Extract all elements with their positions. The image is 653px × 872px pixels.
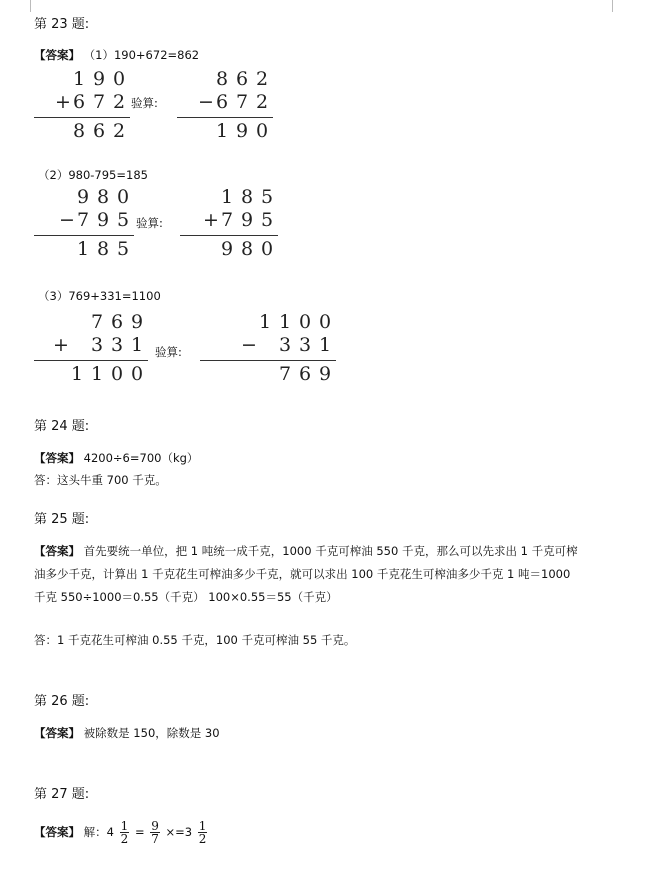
vertical-verify <box>200 311 336 389</box>
calc-row-top <box>34 68 130 90</box>
calc-digit: 0 <box>298 311 312 333</box>
calc-digit: 0 <box>130 363 144 385</box>
calc-digit: 1 <box>258 311 272 333</box>
calc-digit: 6 <box>235 68 249 90</box>
q27-prefix: 解：4 <box>83 825 114 839</box>
equals-sign: = <box>134 825 145 839</box>
calc-digit: 3 <box>278 334 292 356</box>
calc-digit: 1 <box>76 238 90 260</box>
q25-text-1: 首先要统一单位，把 1 吨统一成千克，1000 千克可榨油 550 千克，那么可以先求出 1 千克可榨 <box>83 544 578 558</box>
q26-answer: 被除数是 150，除数是 30 <box>83 726 220 740</box>
calc-digit: 1 <box>130 334 144 356</box>
calc-digit: 1 <box>90 363 104 385</box>
calc-digit: 3 <box>298 334 312 356</box>
calc-digit: 0 <box>260 238 274 260</box>
fraction-denominator: 7 <box>151 832 159 846</box>
q25-line2: 油多少千克，计算出 1 千克花生可榨油多少千克，就可以求出 100 千克花生可榨油多少千克 1 吨＝1000 <box>34 567 571 581</box>
q24-answer-line <box>34 450 198 466</box>
calc-digit: 5 <box>260 209 274 231</box>
answer-label: 【答案】 <box>34 825 80 839</box>
q25-line3: 千克 550÷1000＝0.55（千克） 100×0.55＝55（千克） <box>34 590 338 604</box>
calc-digit: 2 <box>255 68 269 90</box>
q23-answer-line <box>34 47 199 63</box>
calc-row-top <box>34 311 148 333</box>
calc-digit: 7 <box>90 311 104 333</box>
q24-answer: 4200÷6=700（kg） <box>83 451 199 465</box>
calc-digit: 3 <box>90 334 104 356</box>
calc-digit: 1 <box>215 120 229 142</box>
calc-row-res <box>177 120 273 142</box>
plus-sign: + <box>55 91 71 113</box>
calc-row-top <box>34 186 134 208</box>
calc-digit: 2 <box>112 120 126 142</box>
calc-digit: 2 <box>255 91 269 113</box>
calc-digit: 0 <box>318 311 332 333</box>
fraction-numerator: 1 <box>120 819 129 833</box>
calc-digit: 6 <box>298 363 312 385</box>
calc-row-mid <box>180 209 278 231</box>
answer-label: 【答案】 <box>34 48 80 62</box>
calc-digit: 9 <box>240 209 254 231</box>
calc-row-res <box>180 238 278 260</box>
calc-digit: 0 <box>110 363 124 385</box>
q24-heading: 第 24 题: <box>34 419 90 434</box>
calc-row-top <box>200 311 336 333</box>
calc-digit: 7 <box>278 363 292 385</box>
check-label: 验算: <box>136 216 163 230</box>
calc-rule-line <box>180 235 278 236</box>
vertical-calc <box>34 68 130 142</box>
q27-heading: 第 27 题: <box>34 787 90 802</box>
crop-mark-right <box>612 0 641 12</box>
fraction-denominator: 2 <box>198 832 207 846</box>
minus-sign: − <box>198 91 214 113</box>
calc-digit: 9 <box>76 186 90 208</box>
q23-heading: 第 23 题: <box>34 17 90 32</box>
calc-digit: 1 <box>278 311 292 333</box>
q25-heading: 第 25 题: <box>34 512 90 527</box>
q23-part2-label: （2）980-795=185 <box>38 168 148 182</box>
check-label: 验算: <box>131 96 158 110</box>
calc-row-mid <box>34 334 148 356</box>
calc-digit: 9 <box>235 120 249 142</box>
calc-digit: 8 <box>240 186 254 208</box>
minus-sign: − <box>59 209 75 231</box>
calc-digit: 6 <box>92 120 106 142</box>
q26-answer-line <box>34 725 220 741</box>
calc-digit: 9 <box>96 209 110 231</box>
fraction-numerator: 9 <box>151 819 159 833</box>
calc-row-mid <box>200 334 336 356</box>
q24-reply: 答：这头牛重 700 千克。 <box>34 473 167 487</box>
answer-label: 【答案】 <box>34 726 80 740</box>
q26-heading: 第 26 题: <box>34 694 90 709</box>
fraction <box>150 820 160 845</box>
calc-rule-line <box>34 117 130 118</box>
q23-part3-label: （3）769+331=1100 <box>38 289 161 303</box>
times-equals: ×=3 <box>165 825 193 839</box>
answer-label: 【答案】 <box>34 544 80 558</box>
fraction <box>120 820 130 845</box>
q25-reply: 答：1 千克花生可榨油 0.55 千克，100 千克可榨油 55 千克。 <box>34 633 356 647</box>
fraction <box>198 820 208 845</box>
calc-digit: 1 <box>70 363 84 385</box>
calc-digit: 7 <box>92 91 106 113</box>
calc-digit: 8 <box>96 238 110 260</box>
calc-digit: 9 <box>130 311 144 333</box>
crop-mark-left <box>2 0 31 12</box>
plus-sign: + <box>53 334 69 356</box>
calc-row-res <box>34 363 148 385</box>
plus-sign: + <box>203 209 219 231</box>
calc-row-res <box>34 120 130 142</box>
calc-row-mid <box>177 91 273 113</box>
calc-row-res <box>200 363 336 385</box>
calc-digit: 8 <box>96 186 110 208</box>
calc-digit: 6 <box>72 91 86 113</box>
calc-digit: 9 <box>318 363 332 385</box>
calc-row-mid <box>34 209 134 231</box>
calc-digit: 8 <box>240 238 254 260</box>
vertical-calc <box>34 311 148 389</box>
calc-digit: 9 <box>92 68 106 90</box>
q23-part1-label: （1）190+672=862 <box>83 48 200 62</box>
vertical-verify <box>180 186 278 260</box>
check-label: 验算: <box>155 345 182 359</box>
calc-rule-line <box>34 360 148 361</box>
calc-row-mid <box>34 91 130 113</box>
minus-sign: − <box>241 334 257 356</box>
calc-digit: 8 <box>215 68 229 90</box>
calc-row-top <box>180 186 278 208</box>
q27-answer-line <box>34 817 209 847</box>
calc-rule-line <box>200 360 336 361</box>
calc-digit: 5 <box>116 238 130 260</box>
calc-digit: 0 <box>116 186 130 208</box>
calc-digit: 1 <box>72 68 86 90</box>
q25-line1 <box>34 543 578 559</box>
calc-digit: 5 <box>260 186 274 208</box>
calc-row-top <box>177 68 273 90</box>
calc-digit: 3 <box>110 334 124 356</box>
calc-row-res <box>34 238 134 260</box>
vertical-verify <box>177 68 273 142</box>
calc-digit: 5 <box>116 209 130 231</box>
calc-digit: 7 <box>76 209 90 231</box>
calc-digit: 0 <box>255 120 269 142</box>
calc-rule-line <box>177 117 273 118</box>
calc-digit: 8 <box>72 120 86 142</box>
calc-digit: 6 <box>110 311 124 333</box>
fraction-denominator: 2 <box>120 832 129 846</box>
fraction-numerator: 1 <box>198 819 207 833</box>
calc-digit: 7 <box>235 91 249 113</box>
calc-digit: 6 <box>215 91 229 113</box>
calc-digit: 2 <box>112 91 126 113</box>
calc-digit: 7 <box>220 209 234 231</box>
vertical-calc <box>34 186 134 260</box>
calc-digit: 9 <box>220 238 234 260</box>
answer-label: 【答案】 <box>34 451 80 465</box>
calc-digit: 1 <box>220 186 234 208</box>
calc-digit: 0 <box>112 68 126 90</box>
calc-digit: 1 <box>318 334 332 356</box>
calc-rule-line <box>34 235 134 236</box>
